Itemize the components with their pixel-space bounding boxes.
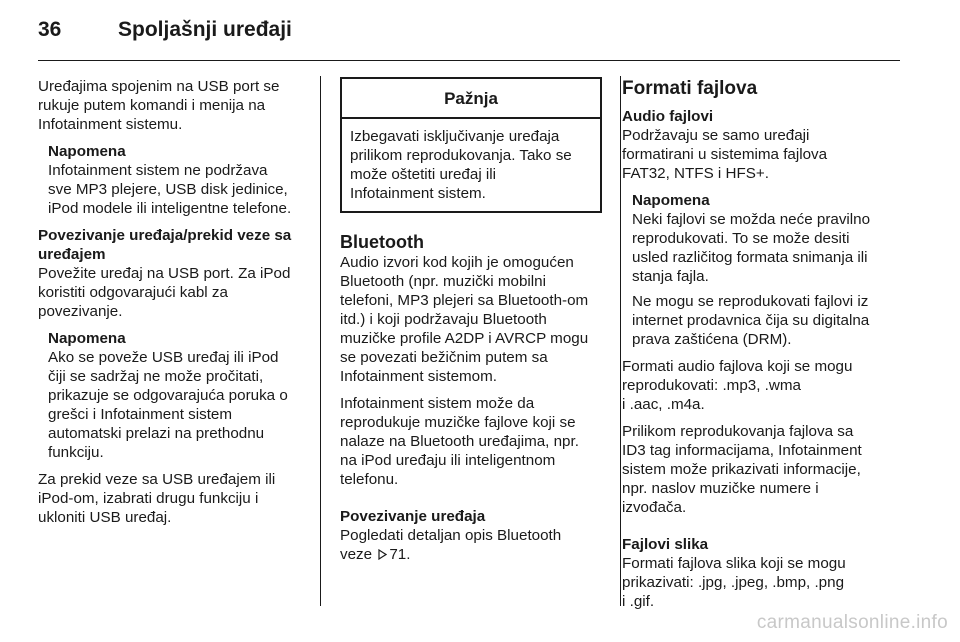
- page-reference[interactable]: 71.: [389, 546, 411, 563]
- note-title: Napomena: [48, 143, 126, 160]
- bluetooth-heading: Bluetooth: [340, 232, 424, 252]
- note-title: Napomena: [48, 330, 126, 347]
- page-header: [38, 18, 292, 54]
- image-subhead: Fajlovi slika: [622, 536, 709, 553]
- formats-note: [622, 191, 900, 349]
- column-bluetooth: [340, 77, 602, 572]
- column-usb: [38, 77, 306, 535]
- note-text-1: Neki fajlovi se možda neće pravilno reprodukovati. To se može desiti usled različitog formata snimanja ili stanja fajla.: [632, 211, 871, 285]
- warning-box: [340, 77, 602, 213]
- column-file-formats: [622, 77, 900, 619]
- usb-note-error: [38, 329, 306, 462]
- column-divider-right: [620, 76, 621, 606]
- id3-text: Prilikom reprodukovanja fajlova sa ID3 tag informacijama, Infotainment sistem može prikazivati informacije, npr. naslov muzičke numere i izvođača.: [622, 423, 862, 516]
- usb-note-compat: [38, 142, 306, 218]
- disconnect-text: Za prekid veze sa USB uređajem ili iPod-om, izabrati drugu funkciju i ukloniti USB uređaj.: [38, 471, 276, 526]
- connect-text: Povežite uređaj na USB port. Za iPod koristiti odgovarajući kabl za povezivanje.: [38, 265, 291, 320]
- formats-heading: Formati fajlova: [622, 78, 758, 99]
- note-text: Ako se poveže USB uređaj ili iPod čiji se sadržaj ne može pročitati, prikazuje se odgovarajuća poruka o grešci i Infotainment sistem automatski prelazi na prethodnu funkciju.: [48, 349, 288, 461]
- connect-subhead: Povezivanje uređaja/prekid veze sa uređajem: [38, 227, 292, 263]
- watermark: carmanualsonline.info: [756, 612, 948, 633]
- note-text: Infotainment sistem ne podržava sve MP3 plejere, USB disk jedinice, iPod modele ili inteligentne telefone.: [48, 162, 292, 217]
- page-number: 36: [38, 18, 62, 41]
- column-divider-left: [320, 76, 321, 606]
- audio-subhead: Audio fajlovi: [622, 108, 714, 125]
- bt-connect-text-b: veze: [340, 546, 373, 563]
- note-title: Napomena: [632, 192, 710, 209]
- usb-intro: Uređajima spojenim na USB port se rukuje putem komandi i menija na Infotainment sistemu.: [38, 78, 280, 133]
- page-title: Spoljašnji uređaji: [118, 18, 292, 41]
- bt-connect-text: [340, 526, 602, 564]
- audio-formats-text: Formati audio fajlova koji se mogu reprodukovati: .mp3, .wma i .aac, .m4a.: [622, 358, 853, 413]
- bt-connect-subhead: Povezivanje uređaja: [340, 508, 486, 525]
- warning-text: Izbegavati isključivanje uređaja prilikom reprodukovanja. Tako se može oštetiti uređaj ili Infotainment sistem.: [350, 128, 572, 202]
- bluetooth-text-2: Infotainment sistem može da reprodukuje muzičke fajlove koji se nalaze na Bluetooth uređajima, npr. na iPod uređaju ili inteligentnom telefonu.: [340, 395, 579, 488]
- image-text: Formati fajlova slika koji se mogu prikazivati: .jpg, .jpeg, .bmp, .png i .gif.: [622, 555, 846, 610]
- warning-title: Pažnja: [342, 79, 600, 119]
- audio-text: Podržavaju se samo uređaji formatirani u sistemima fajlova FAT32, NTFS i HFS+.: [622, 127, 828, 182]
- header-rule: [38, 60, 900, 61]
- bluetooth-text-1: Audio izvori kod kojih je omogućen Bluetooth (npr. muzički mobilni telefoni, MP3 plejeri sa Bluetooth-om itd.) i koji podržavaju Bluetooth muzičke profile A2DP i AVRCP mogu se povezati bežičnim putem sa Infotainment sistemom.: [340, 254, 589, 385]
- bt-connect-text-a: Pogledati detaljan opis Bluetooth: [340, 527, 562, 544]
- page-reference-icon: [378, 549, 387, 560]
- note-text-2: Ne mogu se reprodukovati fajlovi iz internet prodavnica čija su digitalna prava zaštićena (DRM).: [632, 293, 870, 348]
